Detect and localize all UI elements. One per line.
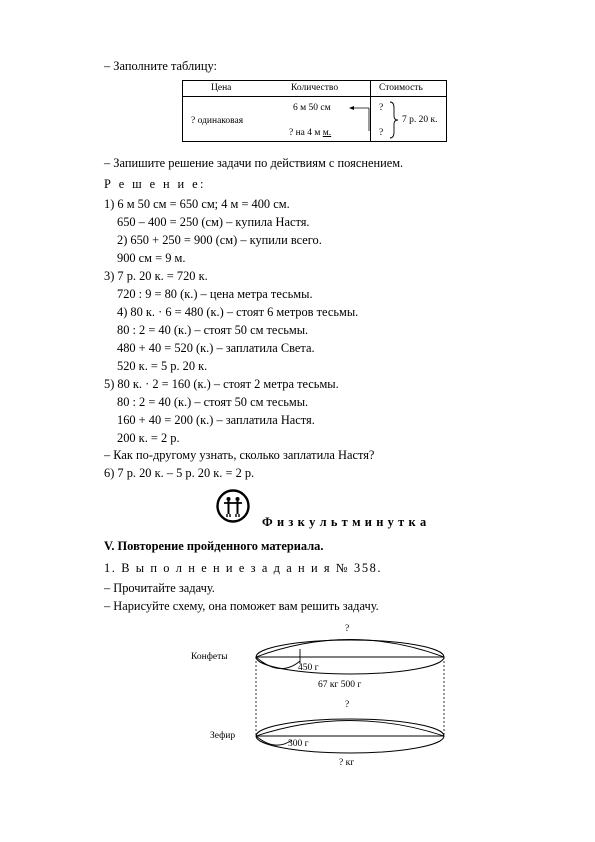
solution-line: 720 : 9 = 80 (к.) – цена метра тесьмы.	[117, 287, 313, 301]
quantity-second: ? на 4 м м.	[289, 128, 332, 138]
marshmallow-total-arc	[256, 721, 444, 737]
solution-line: 80 : 2 = 40 (к.) – стоят 50 см тесьмы.	[117, 323, 309, 337]
total-question-top: ?	[345, 624, 350, 634]
marshmallow-total-label: ? кг	[339, 758, 355, 768]
marshmallow-label: Зефир	[210, 731, 236, 741]
task-instruction: – Запишите решение задачи по действиям с пояснением.	[104, 156, 404, 170]
draw-scheme-instruction: – Нарисуйте схему, она поможет вам решить задачу.	[104, 599, 379, 613]
header-quantity: Количество	[291, 83, 339, 93]
candies-label: Конфеты	[191, 652, 228, 662]
read-task-instruction: – Прочитайте задачу.	[104, 581, 215, 595]
alternative-question: – Как по-другому узнать, сколько заплатила Настя?	[104, 448, 375, 462]
total-question-middle: ?	[345, 700, 350, 710]
candies-total-label: 67 кг 500 г	[318, 680, 362, 690]
candies-part-label: 450 г	[298, 663, 319, 673]
candies-total-arc	[256, 640, 444, 658]
marshmallow-part-arc	[256, 736, 292, 745]
price-value: ? одинаковая	[191, 116, 244, 126]
solution-line: 80 : 2 = 40 (к.) – стоят 50 см тесьмы.	[117, 395, 309, 409]
solution-line: 160 + 40 = 200 (к.) – заплатила Настя.	[117, 413, 315, 427]
solution-heading: Р е ш е н и е:	[104, 177, 206, 191]
task-358-heading: 1. В ы п о л н е н и е з а д а н и я № 358.	[104, 561, 383, 575]
solution-line: 480 + 40 = 520 (к.) – заплатила Света.	[117, 341, 315, 355]
solution-line: 1) 6 м 50 см = 650 см; 4 м = 400 см.	[104, 197, 290, 211]
total-cost: 7 р. 20 к.	[402, 115, 438, 125]
marshmallow-part-label: 300 г	[288, 739, 309, 749]
cost-second: ?	[379, 128, 384, 138]
solution-line: 520 к. = 5 р. 20 к.	[117, 359, 208, 373]
section-v-heading: V. Повторение пройденного материала.	[104, 539, 324, 553]
candies-part-arc	[256, 657, 300, 669]
header-price: Цена	[211, 83, 232, 93]
fill-table-instruction: – Заполните таблицу:	[104, 59, 217, 73]
solution-line: 200 к. = 2 р.	[117, 431, 180, 445]
solution-line: 900 см = 9 м.	[117, 251, 186, 265]
solution-line: 2) 650 + 250 = 900 (см) – купили всего.	[117, 233, 322, 247]
solution-line: 6) 7 р. 20 к. – 5 р. 20 к. = 2 р.	[104, 466, 255, 480]
cost-first: ?	[379, 103, 384, 113]
solution-line: 650 – 400 = 250 (см) – купила Настя.	[117, 215, 310, 229]
header-cost: Стоимость	[379, 83, 423, 93]
fizkultminutka-heading: Ф и з к у л ь т м и н у т к а	[262, 515, 427, 529]
solution-line: 4) 80 к. · 6 = 480 (к.) – стоят 6 метров тесьмы.	[117, 305, 359, 319]
quantity-first: 6 м 50 см	[293, 103, 331, 113]
solution-line: 5) 80 к. · 2 = 160 (к.) – стоят 2 метра тесьмы.	[104, 377, 339, 391]
solution-line: 3) 7 р. 20 к. = 720 к.	[104, 269, 208, 283]
